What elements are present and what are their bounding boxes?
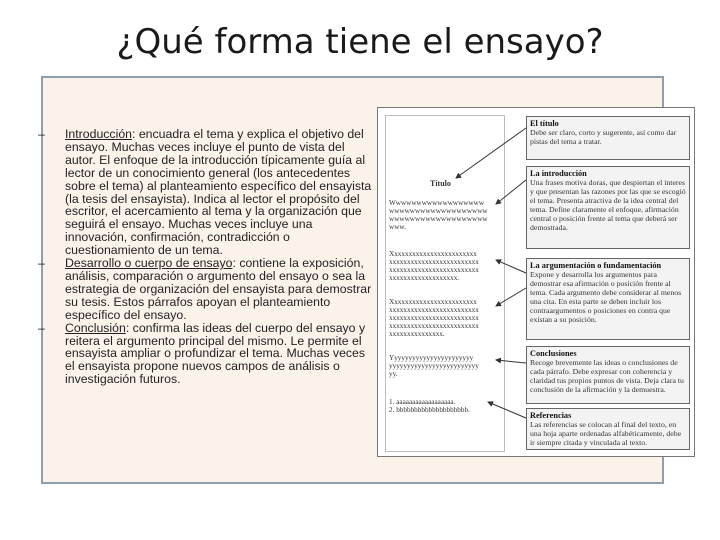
callout-heading: El título — [530, 119, 559, 128]
callout-heading: La introducción — [530, 169, 587, 178]
page-line: xxxxxxxxxxxxxxxxxxxxxxxxx — [389, 306, 479, 314]
page-line: xxxxxxxxxxxxxxxxxxxxxxxxx — [389, 322, 479, 330]
bullet-label: Conclusión — [65, 320, 126, 335]
callout-referencias — [526, 408, 690, 450]
callout-text: Debe ser claro, corto y sugerente, así como dar pistas del tema a tratar. — [530, 128, 677, 146]
page-line: yyyyyyyyyyyyyyyyyyyyyyyyy — [389, 362, 479, 370]
callout-text: Las referencias se colocan al final del texto, en una hoja aparte ordenadas alfabéticamente, debe ir siempre citada y vinculada al texto. — [530, 420, 682, 447]
page-line: wwwwwwwwwwwwwwwwwww — [389, 215, 488, 223]
essay-structure-figure — [377, 107, 695, 457]
bullet-separator: : — [125, 320, 130, 335]
bullet-text: confirma las ideas del cuerpo del ensayo y reitera el argumento principal del mismo. Le permite el ensayista ampliar o profundizar el tema. Muchas veces el ensayista propone nuevos campos de análisis o investigación futuros. — [65, 320, 366, 387]
callout-titulo — [526, 116, 690, 160]
callout-text: Expone y desarrolla los argumentos para demostrar esa afirmación o posición frente al tema. Cada argumento debe considerar al menos una cita. En esta parte se deben incluir los contraargumentos o posiciones en contra que existan a su posición. — [530, 270, 682, 324]
bullet-text: contiene la exposición, análisis, comparación o argumento del ensayo o sea la estrategia de organización del ensayista para demostrar su tesis. Estos párrafos apoyan el planteamiento específico del ensayo. — [65, 256, 372, 322]
callout-text: Una frases motiva doras, que despiertan el interes y que presentan las razones por las que se escogió el tema. Presenta atractiva de la idea central del tema. Define claramente el enfoque, afirmación central o posición frente al tema que deberá ser demostrada. — [530, 178, 686, 232]
page-reference: 2. bbbbbbbbbbbbbbbbbbbb. — [389, 406, 470, 414]
bullet-separator: : — [132, 127, 136, 141]
page-line: wwwwwwwwwwwwwwwwwww — [389, 207, 488, 215]
page-line: Yyyyyyyyyyyyyyyyyyyyyyy — [389, 354, 474, 362]
bullet-dash: – — [38, 127, 45, 141]
bullet-label: Introducción — [65, 127, 132, 141]
page-line: www. — [389, 223, 406, 231]
callout-heading: Conclusiones — [530, 349, 577, 358]
callout-argumentacion — [526, 258, 690, 340]
callout-heading: La argumentación o fundamentación — [530, 261, 662, 270]
bullet-introduccion — [38, 127, 376, 258]
page-line: xxxxxxxxxxxxxxx. — [389, 330, 445, 338]
bullet-dash: – — [38, 256, 45, 271]
bullet-separator: : — [232, 256, 236, 271]
page-line: xxxxxxxxxxxxxxxxxxx. — [389, 274, 460, 282]
bullet-dash: – — [38, 320, 45, 335]
bullet-text: encuadra el tema y explica el objetivo del ensayo. Muchas veces incluye el punto de vista del autor. El enfoque de la introducción típicamente guía al lector de un conocimiento general (los antecedentes sobre el tema) al planteamiento específico del ensayista (la tesis del ensayista). Indica al lector el propósito del escritor, el acercamiento al tema y la organización que seguirá el ensayo. Muchas veces incluye una innovación, confirmación, contradicción o cuestionamiento de un tema. — [65, 127, 372, 258]
page-line: xxxxxxxxxxxxxxxxxxxxxxxxx — [389, 258, 479, 266]
callout-text: Recoge brevemente las ideas o conclusiones de cada párrafo. Debe expresar con coherencia y claridad tus propios puntos de vista. Deja clara tu conclusión de la afirmación y la demuestra. — [530, 358, 684, 394]
page-line: Xxxxxxxxxxxxxxxxxxxxxxxx — [389, 250, 477, 258]
bullet-desarrollo — [38, 256, 376, 322]
page-line: Wwwwwwwwwwwwwwwwww — [389, 199, 485, 207]
slide-title: ¿Qué forma tiene el ensayo? — [116, 22, 604, 62]
bullet-label: Desarrollo o cuerpo de ensayo — [65, 256, 233, 271]
callout-introduccion — [526, 166, 690, 249]
page-line: xxxxxxxxxxxxxxxxxxxxxxxxx — [389, 314, 479, 322]
page-reference: 1. aaaaaaaaaaaaaaaaaa. — [389, 398, 456, 406]
callout-conclusiones — [526, 346, 690, 404]
page-line: xxxxxxxxxxxxxxxxxxxxxxxxx — [389, 266, 479, 274]
page-line: yy. — [389, 370, 398, 378]
page-heading: Título — [430, 180, 451, 188]
bullet-list — [38, 127, 376, 387]
page-line: Xxxxxxxxxxxxxxxxxxxxxxxx — [389, 298, 477, 306]
bullet-conclusion — [38, 320, 376, 387]
callout-heading: Referencias — [530, 411, 572, 420]
